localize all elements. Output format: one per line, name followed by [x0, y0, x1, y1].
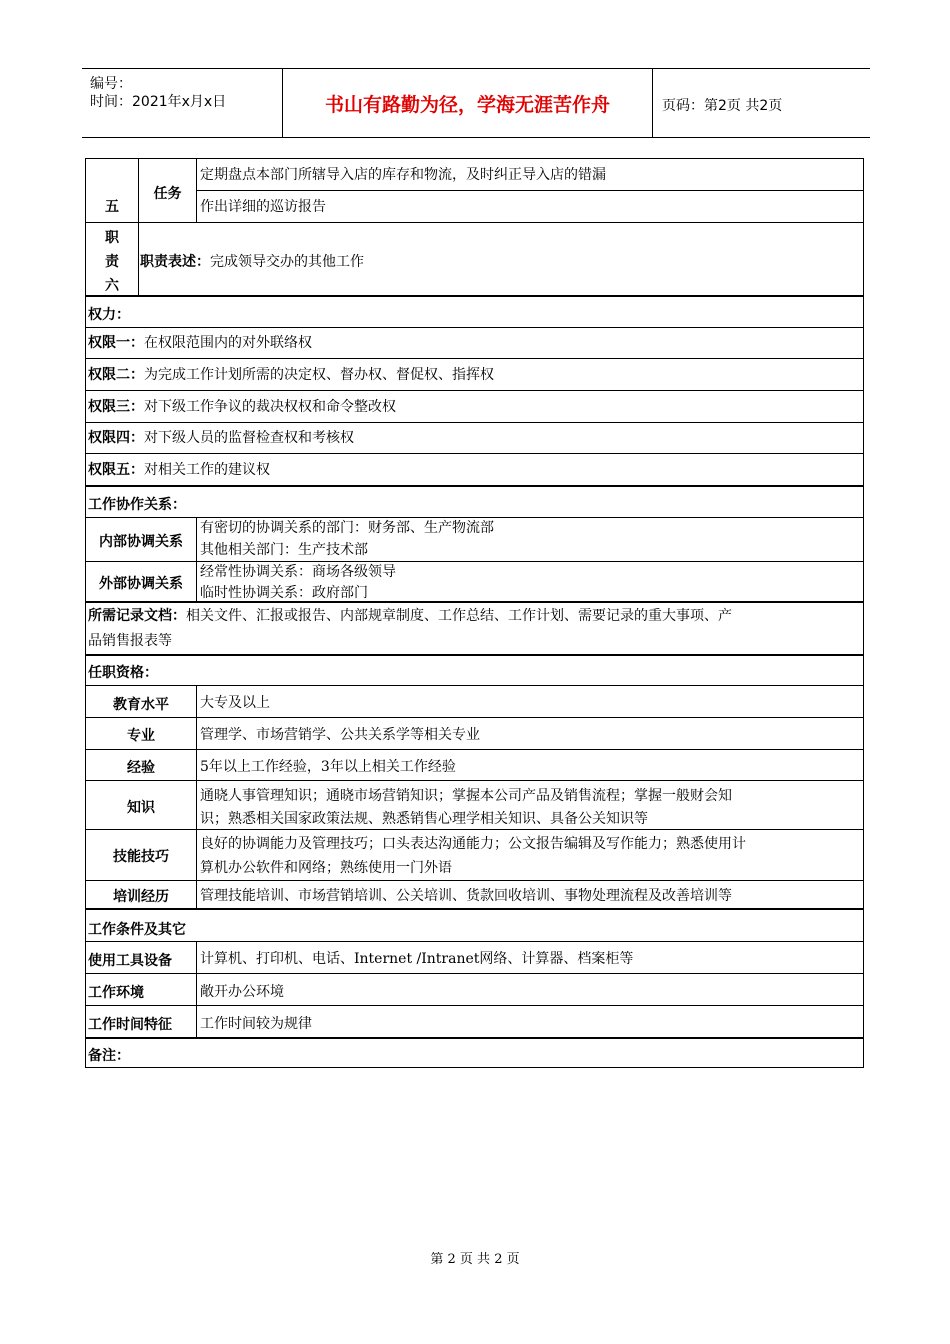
conditions-title: 工作条件及其它 — [88, 922, 186, 938]
authority-item-2: 权限二：为完成工作计划所需的决定权、督办权、督促权、指挥权 — [88, 367, 494, 383]
skills-line2: 算机办公软件和网络；熟练使用一门外语 — [200, 860, 452, 876]
external-line1: 经常性协调关系：商场各级领导 — [200, 564, 396, 580]
duty5-number: 五 — [105, 199, 119, 215]
duty6-char-2: 责 — [105, 254, 119, 270]
relations-title: 工作协作关系： — [88, 497, 186, 513]
tools-value: 计算机、打印机、电话、Internet /Intranet网络、计算器、档案柜等 — [200, 951, 634, 967]
authority-item-4: 权限四：对下级人员的监督检查权和考核权 — [88, 430, 354, 446]
external-line2: 临时性协调关系：政府部门 — [200, 585, 368, 601]
external-label: 外部协调关系 — [99, 576, 183, 592]
training-value: 管理技能培训、市场营销培训、公关培训、货款回收培训、事物处理流程及改善培训等 — [200, 888, 732, 904]
internal-line1: 有密切的协调关系的部门：财务部、生产物流部 — [200, 520, 494, 536]
slogan: 书山有路勤为径，学海无涯苦作舟 — [283, 69, 653, 137]
env-label: 工作环境 — [88, 985, 144, 1001]
experience-label: 经验 — [127, 760, 155, 776]
page-footer: 第 2 页 共 2 页 — [430, 1252, 520, 1267]
major-value: 管理学、市场营销学、公共关系学等相关专业 — [200, 727, 480, 743]
education-label: 教育水平 — [113, 697, 169, 713]
header-meta — [82, 69, 283, 137]
page-label: 页码：第2页 共2页 — [662, 98, 783, 114]
time-value: 工作时间较为规律 — [200, 1016, 312, 1032]
duty5-line2: 作出详细的巡访报告 — [200, 199, 326, 215]
time-label: 工作时间特征 — [88, 1017, 172, 1033]
skills-label: 技能技巧 — [113, 849, 169, 865]
qualifications-title: 任职资格： — [88, 665, 158, 681]
skills-line1: 良好的协调能力及管理技巧；口头表达沟通能力；公文报告编辑及写作能力；熟悉使用计 — [200, 836, 746, 852]
internal-label: 内部协调关系 — [99, 534, 183, 550]
knowledge-line2: 识；熟悉相关国家政策法规、熟悉销售心理学相关知识、具备公关知识等 — [200, 811, 648, 827]
records-line1: 所需记录文档：相关文件、汇报或报告、内部规章制度、工作总结、工作计划、需要记录的重大事项、产 — [88, 608, 732, 624]
document-header — [82, 68, 870, 138]
authority-title: 权力： — [88, 307, 130, 323]
tools-label: 使用工具设备 — [88, 953, 172, 969]
env-value: 敞开办公环境 — [200, 984, 284, 1000]
education-value: 大专及以上 — [200, 695, 270, 711]
knowledge-line1: 通晓人事管理知识；通晓市场营销知识；掌握本公司产品及销售流程；掌握一般财会知 — [200, 788, 732, 804]
authority-item-5: 权限五：对相关工作的建议权 — [88, 462, 270, 478]
records-line2: 品销售报表等 — [88, 633, 172, 649]
duty6-desc-label: 职责表述： — [140, 254, 210, 270]
authority-item-3: 权限三：对下级工作争议的裁决权权和命令整改权 — [88, 399, 396, 415]
duty6-char-1: 职 — [105, 230, 119, 246]
knowledge-label: 知识 — [127, 800, 155, 816]
experience-value: 5年以上工作经验，3年以上相关工作经验 — [200, 759, 456, 775]
duty6-description — [140, 251, 364, 273]
duty5-line1: 定期盘点本部门所辖导入店的库存和物流，及时纠正导入店的错漏 — [200, 167, 606, 183]
training-label: 培训经历 — [113, 889, 169, 905]
internal-line2: 其他相关部门：生产技术部 — [200, 542, 368, 558]
major-label: 专业 — [127, 728, 155, 744]
duty6-char-3: 六 — [105, 278, 119, 294]
notes-label: 备注： — [88, 1048, 130, 1064]
job-description-table — [85, 158, 864, 1068]
authority-item-1: 权限一：在权限范围内的对外联络权 — [88, 335, 312, 351]
duty5-label: 任务 — [153, 186, 182, 202]
date-label: 时间：2021年x月x日 — [90, 94, 227, 110]
number-label: 编号： — [90, 76, 132, 92]
duty6-desc-text: 完成领导交办的其他工作 — [210, 254, 364, 270]
